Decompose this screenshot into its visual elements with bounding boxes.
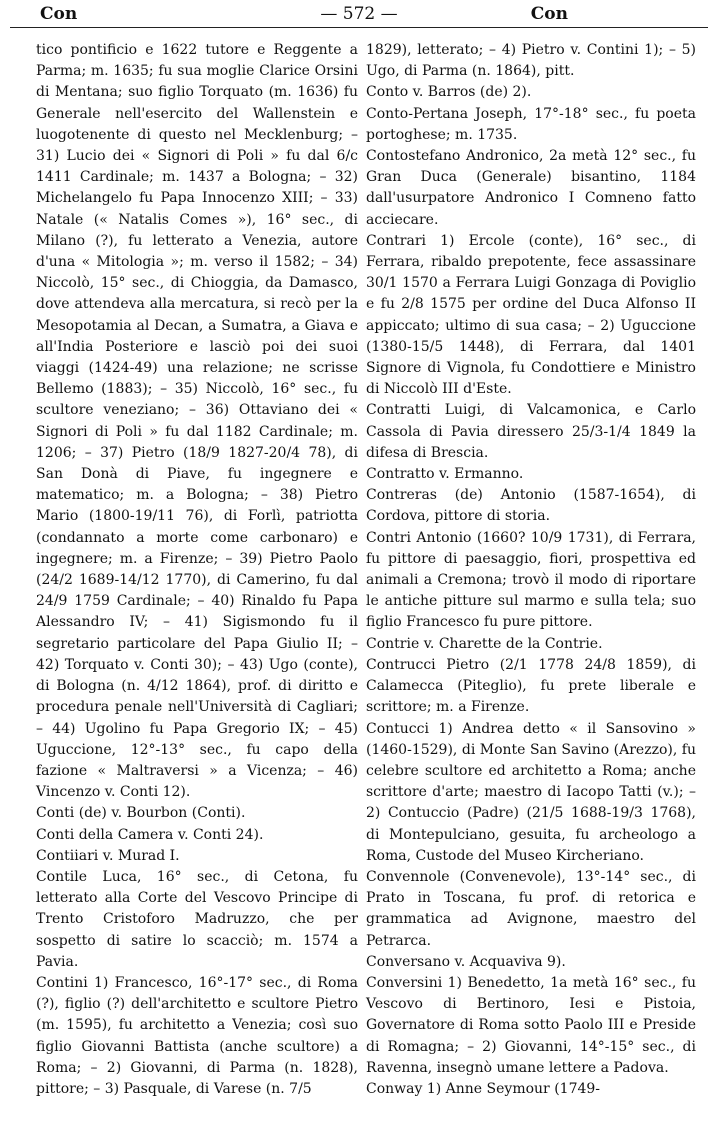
- entry-contile: Contile Luca, 16° sec., di Cetona, fu letterato alla Corte del Vescovo Principe di Trento Cristoforo Madruzzo, che per sospetto di satire lo scacciò; m. 1574 a Pavia.: [36, 868, 358, 970]
- entry-contini: Contini 1) Francesco, 16°-17° sec., di Roma (?), figlio (?) dell'architetto e scultore Pietro (m. 1595), fu architetto a Venezia; così suo figlio Giovanni Battista (anche scultore) a Roma; – 2) Giovanni, di Parma (n. 1828), pittore; – 3) Pasquale, di Varese (n. 7/5: [36, 974, 358, 1097]
- entry-convennole: Convennole (Convenevole), 13°-14° sec., di Prato in Toscana, fu prof. di retorica e grammatica ad Avignone, maestro del Petrarca.: [366, 868, 696, 949]
- entry-conto: Conto v. Barros (de) 2).: [366, 84, 532, 101]
- entry-contiiari: Contiiari v. Murad I.: [36, 847, 180, 864]
- entry-contratto: Contratto v. Ermanno.: [366, 466, 524, 483]
- entry-conti-de: Conti (de) v. Bourbon (Conti).: [36, 805, 246, 822]
- entry-contratti: Contratti Luigi, di Valcamonica, e Carlo Cassola di Pavia diressero 25/3-1/4 1849 la difesa di Brescia.: [366, 402, 696, 461]
- entry-contostefano: Contostefano Andronico, 2a metà 12° sec., fu Gran Duca (Generale) bisantino, 1184 dall'usurpatore Andronico I Comneno fatto acciecare.: [366, 148, 696, 228]
- left-column: [36, 40, 358, 1100]
- header-rule: [10, 27, 708, 28]
- entry-contrari: Contrari 1) Ercole (conte), 16° sec., di Ferrara, ribaldo prepotente, fece assassinare 30/1 1570 a Ferrara Luigi Gonzaga di Poviglio e fu 2/8 1575 per ordine del Duca Alfonso II appiccato; ultimo di sua casa; – 2) Uguccione (1380-15/5 1448), di Ferrara, dal 1401 Signore di Vignola, fu Condottiere e Ministro di Niccolò III d'Este.: [366, 232, 696, 398]
- entry-contrie: Contrie v. Charette de la Contrie.: [366, 635, 603, 652]
- entry-contri: Contri Antonio (1660? 10/9 1731), di Ferrara, fu pittore di paesaggio, fiori, prospettiva ed animali a Cremona; trovò il modo di riportare le antiche pitture sul marmo e sulla tela; suo figlio Francesco fu pure pittore.: [366, 529, 696, 631]
- running-head-left: Con: [40, 4, 78, 24]
- running-head-right: Con: [530, 4, 568, 24]
- page-header: [0, 0, 718, 32]
- entry-contrucci: Contrucci Pietro (2/1 1778 24/8 1859), di Calamecca (Piteglio), fu prete liberale e scrittore; m. a Firenze.: [366, 656, 696, 716]
- entry-conti-della-camera: Conti della Camera v. Conti 24).: [36, 826, 264, 843]
- page-number: — 572 —: [320, 4, 398, 24]
- entry-conversano: Conversano v. Acquaviva 9).: [366, 953, 566, 970]
- entry-contucci: Contucci 1) Andrea detto « il Sansovino » (1460-1529), di Monte San Savino (Arezzo), fu celebre scultore ed architetto a Roma; anche scrittore d'arte; maestro di Iacopo Tatti (v.); – 2) Contuccio (Padre) (21/5 1688-19/3 1768), di Montepulciano, gesuita, fu archeologo a Roma, Custode del Museo Kircheriano.: [366, 720, 696, 864]
- entry-contini-cont: 1829), letterato; – 4) Pietro v. Contini 1); – 5) Ugo, di Parma (n. 1864), pitt.: [366, 42, 696, 80]
- entry-contreras: Contreras (de) Antonio (1587-1654), di Cordova, pittore di storia.: [366, 487, 696, 525]
- entry-conto-pertana: Conto-Pertana Joseph, 17°-18° sec., fu poeta portoghese; m. 1735.: [366, 105, 696, 143]
- right-column: [366, 40, 696, 1100]
- entry-conversini: Conversini 1) Benedetto, 1a metà 16° sec., fu Vescovo di Bertinoro, Iesi e Pistoia, Governatore di Roma sotto Paolo III e Preside di Romagna; – 2) Giovanni, 14°-15° sec., di Ravenna, insegnò umane lettere a Padova.: [366, 974, 696, 1076]
- entry-conway: Conway 1) Anne Seymour (1749-: [366, 1080, 601, 1097]
- entry-conti-cont: tico pontificio e 1622 tutore e Reggente a Parma; m. 1635; fu sua moglie Clarice Orsini di Mentana; suo figlio Torquato (m. 1636) fu Generale nell'esercito del Wallenstein e luogotenente di questo nel Mecklenburg; – 31) Lucio dei « Signori di Poli » fu dal 6/c 1411 Cardinale; m. 1437 a Bologna; – 32) Michelangelo fu Papa Innocenzo XIII; – 33) Natale (« Natalis Comes »), 16° sec., di Milano (?), fu letterato a Venezia, autore d'una « Mitologia »; m. verso il 1582; – 34) Niccolò, 15° sec., di Chioggia, da Damasco, dove attendeva alla mercatura, si recò per la Mesopotamia al Decan, a Sumatra, a Giava e all'India Posteriore e lasciò poi dei suoi viaggi (1424-49) una relazione; ne scrisse Bellemo (1883); – 35) Niccolò, 16° sec., fu scultore veneziano; – 36) Ottaviano dei « Signori di Poli » fu dal 1182 Cardinale; m. 1206; – 37) Pietro (18/9 1827-20/4 78), di San Donà di Piave, fu ingegnere e matematico; m. a Bologna; – 38) Pietro Mario (1800-19/11 76), di Forlì, patriotta (condannato a morte come carbonaro) e ingegnere; m. a Firenze; – 39) Pietro Paolo (24/2 1689-14/12 1770), di Camerino, fu dal 24/9 1759 Cardinale; – 40) Rinaldo fu Papa Alessandro IV; – 41) Sigismondo fu il segretario particolare del Papa Giulio II; – 42) Torquato v. Conti 30); – 43) Ugo (conte), di Bologna (n. 4/12 1864), prof. di diritto e procedura penale nell'Università di Cagliari; – 44) Ugolino fu Papa Gregorio IX; – 45) Uguccione, 12°-13° sec., fu capo della fazione « Maltraversi » a Vicenza; – 46) Vincenzo v. Conti 12).: [36, 42, 358, 801]
